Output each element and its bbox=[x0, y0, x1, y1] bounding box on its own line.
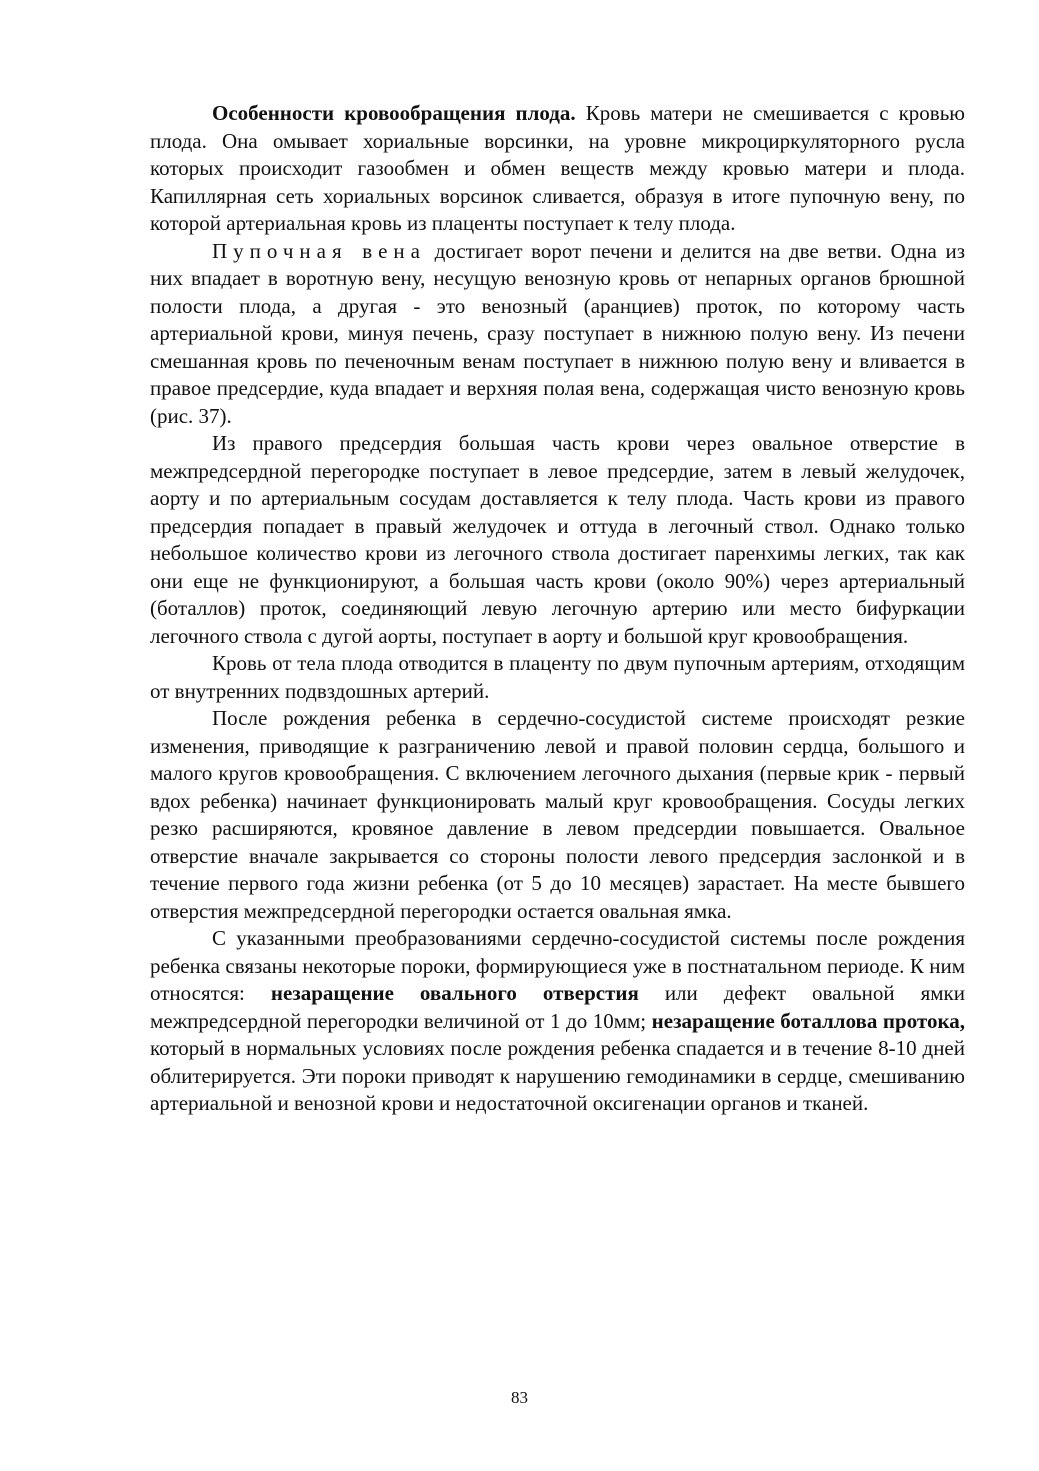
heading-fetal-circulation: Особенности кровообращения плода. bbox=[212, 101, 576, 125]
term-foramen-ovale: незаращение овального отверстия bbox=[270, 981, 639, 1005]
paragraph-text: или дефект овальной ямки межпредсердной перегородки величиной от 1 до 10мм; bbox=[150, 981, 965, 1033]
page-number: 83 bbox=[511, 1388, 528, 1407]
paragraph-right-atrium bbox=[150, 430, 965, 650]
paragraph-text: После рождения ребенка в сердечно-сосудистой системе происходят резкие изменения, приводящие к разграничению левой и правой половин сердца, большого и малого кругов кровообращения. С включением легочного дыхания (первые крик - первый вдох ребенка) начинает функционировать малый круг кровообращения. Сосуды легких резко расширяются, кровяное давление в левом предсердии повышается. Овальное отверстие вначале закрывается со стороны полости левого предсердия заслонкой и в течение первого года жизни ребенка (от 5 до 10 месяцев) зарастает. На месте бывшего отверстия межпредсердной перегородки остается овальная ямка. bbox=[150, 706, 965, 923]
paragraph-after-birth bbox=[150, 705, 965, 925]
term-umbilical-vein: Пупочная вена bbox=[212, 238, 426, 263]
body-text bbox=[150, 100, 965, 1118]
paragraph-text: достигает ворот печени и делится на две ветви. Одна из них впадает в воротную вену, несущую венозную кровь от непарных органов брюшной полости плода, а другая - это венозный (аранциев) проток, по которому часть артериальной крови, минуя печень, сразу поступает в нижнюю полую вену. Из печени смешанная кровь по печеночным венам поступает в нижнюю полую вену и вливается в правое предсердие, куда впадает и верхняя полая вена, содержащая чисто венозную кровь (рис. 37). bbox=[150, 238, 965, 428]
term-ductus-arteriosus: незаращение боталлова протока, bbox=[651, 1008, 965, 1033]
paragraph-defects bbox=[150, 925, 965, 1118]
paragraph-fetal-circulation bbox=[150, 100, 965, 238]
paragraph-text: Из правого предсердия большая часть крови через овальное отверстие в межпредсердной перегородке поступает в левое предсердие, затем в левый желудочек, аорту и по артериальным сосудам доставляется к телу плода. Часть крови из правого предсердия попадает в правый желудочек и оттуда в легочный ствол. Однако только небольшое количество крови из легочного ствола достигает паренхимы легких, так как они еще не функционируют, а большая часть крови (около 90%) через артериальный (боталлов) проток, соединяющий левую легочную артерию или место бифуркации легочного ствола с дугой аорты, поступает в аорту и большой круг кровообращения. bbox=[150, 431, 965, 648]
paragraph-text: который в нормальных условиях после рождения ребенка спадается и в течение 8-10 дней облитерируется. Эти пороки приводят к нарушению гемодинамики в сердце, смешиванию артериальной и венозной крови и недостаточной оксигенации органов и тканей. bbox=[150, 1036, 965, 1115]
paragraph-text: С указанными преобразованиями сердечно-сосудистой системы после рождения ребенка связаны некоторые пороки, формирующиеся уже в постнатальном периоде. К ним относятся: bbox=[150, 926, 965, 1005]
paragraph-umbilical-arteries bbox=[150, 650, 965, 705]
paragraph-text: Кровь матери не смешивается с кровью плода. Она омывает хориальные ворсинки, на уровне микроциркуляторного русла которых происходит газообмен и обмен веществ между кровью матери и плода. Капиллярная сеть хориальных ворсинок сливается, образуя в итоге пупочную вену, по которой артериальная кровь из плаценты поступает к телу плода. bbox=[150, 101, 965, 235]
paragraph-umbilical-vein bbox=[150, 238, 965, 431]
paragraph-text: Кровь от тела плода отводится в плаценту по двум пупочным артериям, отходящим от внутренних подвздошных артерий. bbox=[150, 651, 965, 703]
